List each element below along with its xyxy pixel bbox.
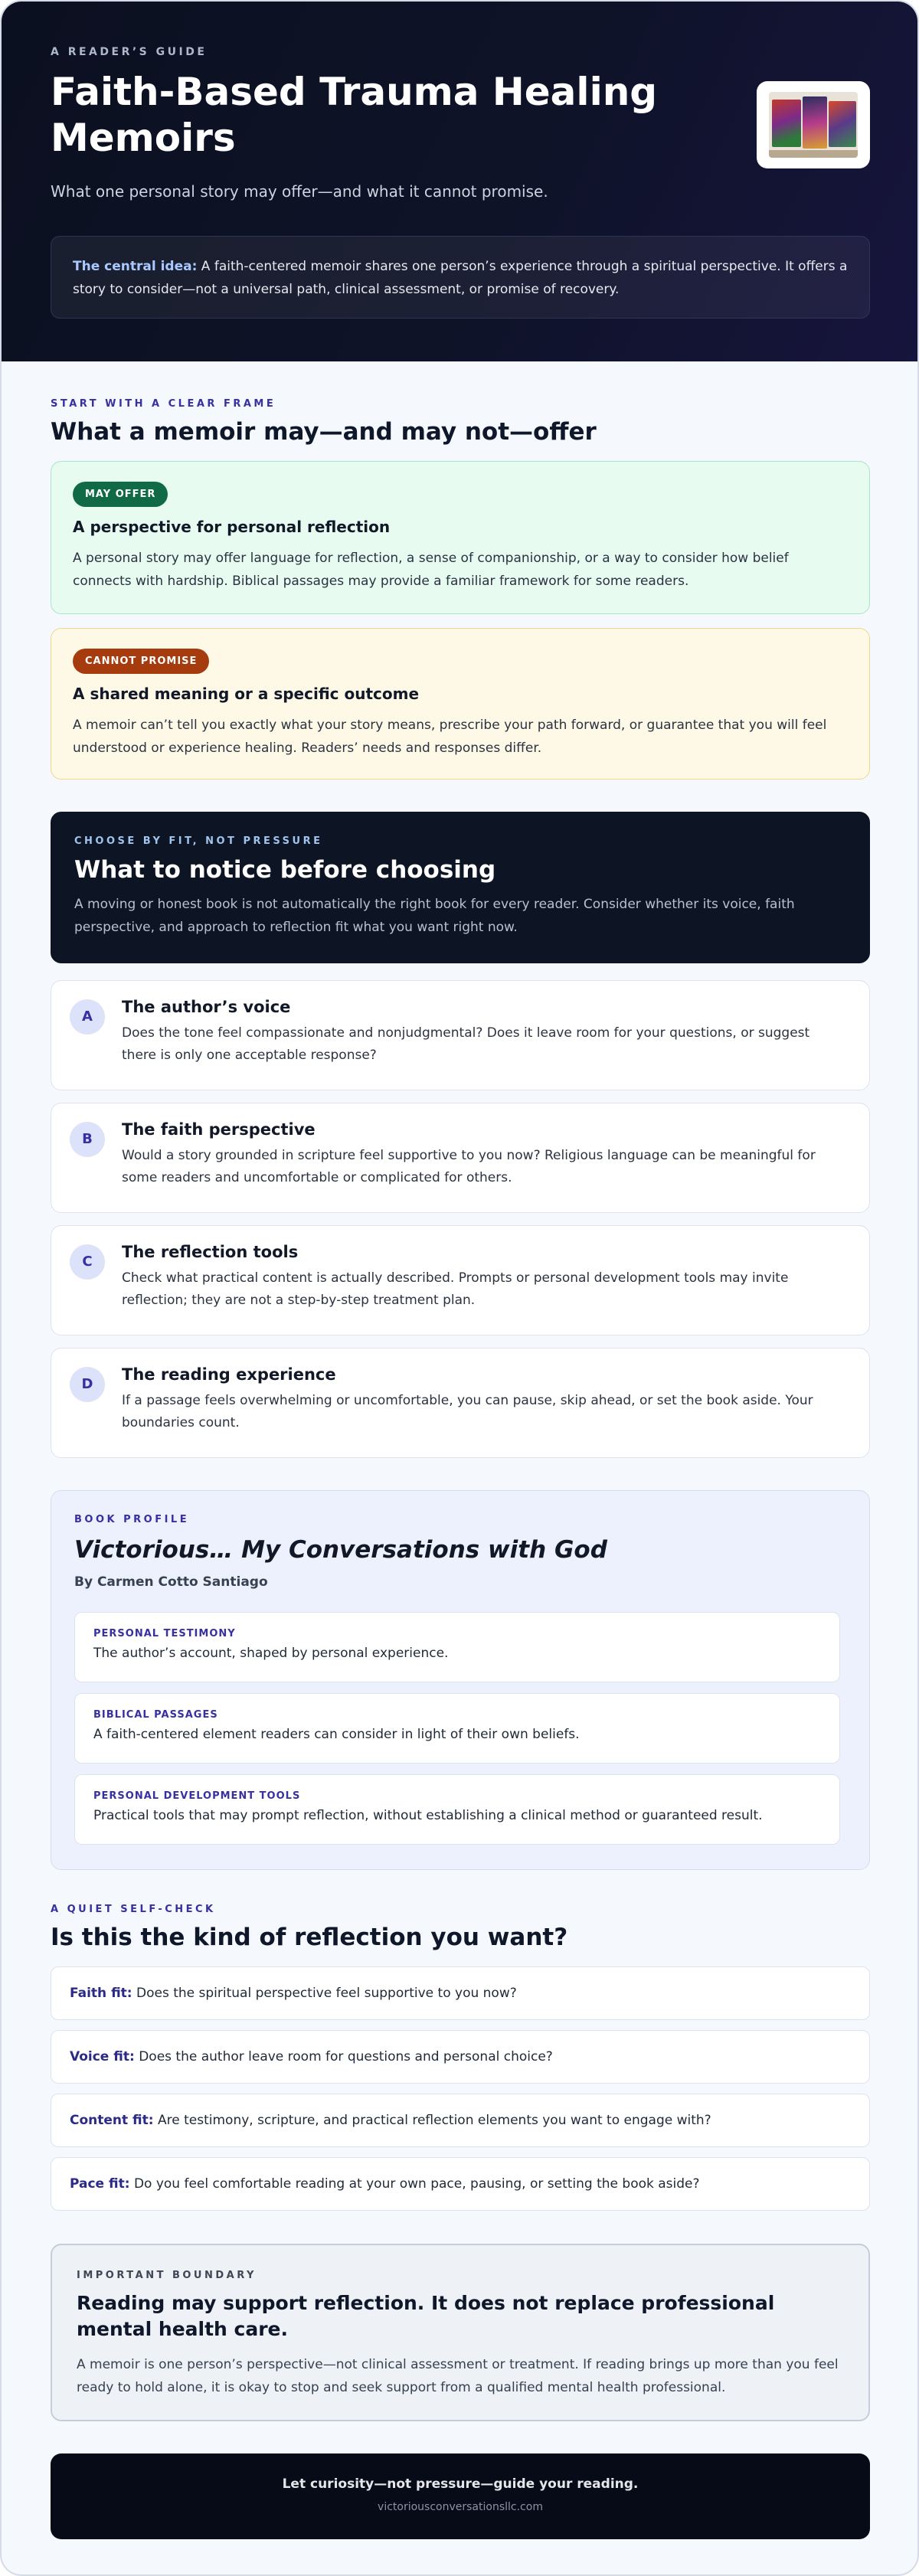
check-label: Voice fit:	[70, 2049, 135, 2064]
may-offer-badge: MAY OFFER	[73, 482, 168, 507]
profile-item-heading: PERSONAL TESTIMONY	[93, 1628, 236, 1639]
choose-item-reading-experience	[51, 1348, 870, 1458]
item-heading: The author’s voice	[122, 998, 291, 1016]
profile-item-heading: PERSONAL DEVELOPMENT TOOLS	[93, 1790, 301, 1802]
profile-item-text: The author’s account, shaped by personal experience.	[93, 1646, 449, 1661]
central-idea-label: The central idea:	[73, 259, 198, 274]
footer	[51, 2453, 870, 2539]
boundary-text: A memoir is one person’s perspective—not clinical assessment or treatment. If reading brings up more than you feel ready to hold alone, it is okay to stop and seek support from a qualified mental health professional.	[77, 2357, 839, 2395]
footer-url: victoriousconversationsllc.com	[378, 2501, 543, 2513]
profile-item-tools	[74, 1774, 840, 1845]
check-item-voice-fit	[51, 2030, 870, 2084]
boundary-title: Reading may support reflection. It does not replace professional mental health care.	[77, 2292, 775, 2340]
frame-eyebrow: START WITH A CLEAR FRAME	[51, 398, 276, 410]
check-text: Does the spiritual perspective feel supportive to you now?	[136, 1986, 517, 2001]
cannot-promise-heading: A shared meaning or a specific outcome	[73, 685, 420, 703]
item-heading: The reading experience	[122, 1365, 336, 1384]
hero-section	[2, 2, 917, 361]
hero-eyebrow: A READER’S GUIDE	[51, 46, 208, 58]
check-label: Pace fit:	[70, 2176, 130, 2192]
check-text: Does the author leave room for questions and personal choice?	[139, 2049, 553, 2064]
boundary-eyebrow: IMPORTANT BOUNDARY	[77, 2270, 257, 2281]
frame-title: What a memoir may—and may not—offer	[51, 418, 597, 446]
check-item-content-fit	[51, 2094, 870, 2147]
profile-item-testimony	[74, 1612, 840, 1682]
profile-eyebrow: BOOK PROFILE	[74, 1514, 190, 1525]
page-title: Faith-Based Trauma Healing Memoirs	[51, 70, 658, 160]
may-offer-text: A personal story may offer language for reflection, a sense of companionship, or a way to consider how belief connects with hardship. Biblical passages may provide a familiar framework for some readers.	[73, 551, 789, 589]
check-text: Do you feel comfortable reading at your own pace, pausing, or setting the book aside?	[133, 2176, 700, 2192]
may-offer-card	[51, 461, 870, 614]
may-offer-heading: A perspective for personal reflection	[73, 518, 391, 536]
footer-tagline: Let curiosity—not pressure—guide your reading.	[282, 2476, 639, 2492]
item-letter-badge: D	[70, 1367, 105, 1402]
choose-item-faith-perspective	[51, 1103, 870, 1213]
selfcheck-eyebrow: A QUIET SELF-CHECK	[51, 1904, 216, 1915]
book-profile-card	[51, 1490, 870, 1870]
check-item-faith-fit	[51, 1966, 870, 2020]
item-letter-badge: C	[70, 1244, 105, 1280]
profile-item-heading: BIBLICAL PASSAGES	[93, 1709, 218, 1721]
choose-item-reflection-tools	[51, 1225, 870, 1335]
cannot-promise-text: A memoir can’t tell you exactly what your story means, prescribe your path forward, or guarantee that you will feel understood or experience healing. Readers’ needs and responses differ.	[73, 718, 827, 756]
profile-item-text: A faith-centered element readers can consider in light of their own beliefs.	[93, 1727, 580, 1742]
check-label: Faith fit:	[70, 1986, 132, 2001]
item-text: Would a story grounded in scripture feel supportive to you now? Religious language can be meaningful for some readers and uncomfortable or complicated for others.	[122, 1148, 816, 1185]
profile-item-biblical	[74, 1693, 840, 1764]
book-cover-thumbnail	[757, 81, 870, 168]
book-author: By Carmen Cotto Santiago	[74, 1574, 268, 1590]
choose-title: What to notice before choosing	[74, 856, 496, 884]
choose-intro-card	[51, 812, 870, 963]
cannot-promise-card	[51, 628, 870, 780]
hero-subtitle: What one personal story may offer—and what it cannot promise.	[51, 182, 548, 201]
central-idea-box	[51, 236, 870, 319]
item-text: Does the tone feel compassionate and nonjudgmental? Does it leave room for your questions, or suggest there is only one acceptable response?	[122, 1025, 810, 1063]
important-boundary-card	[51, 2244, 870, 2421]
book-cover-image	[769, 92, 858, 158]
item-letter-badge: A	[70, 999, 105, 1035]
choose-text: A moving or honest book is not automatically the right book for every reader. Consider whether its voice, faith perspective, and approach to reflection fit what you want right now.	[74, 897, 795, 935]
item-letter-badge: B	[70, 1122, 105, 1157]
check-item-pace-fit	[51, 2157, 870, 2211]
cannot-promise-badge: CANNOT PROMISE	[73, 649, 209, 674]
item-text: If a passage feels overwhelming or uncomfortable, you can pause, skip ahead, or set the book aside. Your boundaries count.	[122, 1393, 813, 1430]
central-idea-text: A faith-centered memoir shares one person’s experience through a spiritual perspective. It offers a story to consider—not a universal path, clinical assessment, or promise of recovery.	[73, 259, 848, 297]
choose-eyebrow: CHOOSE BY FIT, NOT PRESSURE	[74, 835, 323, 847]
selfcheck-title: Is this the kind of reflection you want?	[51, 1924, 568, 1951]
item-heading: The faith perspective	[122, 1120, 316, 1139]
item-heading: The reflection tools	[122, 1243, 299, 1261]
book-title: Victorious… My Conversations with God	[74, 1536, 607, 1564]
item-text: Check what practical content is actually described. Prompts or personal development tools may invite reflection; they are not a step-by-step treatment plan.	[122, 1270, 789, 1308]
check-label: Content fit:	[70, 2113, 154, 2128]
profile-item-text: Practical tools that may prompt reflection, without establishing a clinical method or guaranteed result.	[93, 1808, 763, 1823]
choose-item-author-voice	[51, 980, 870, 1090]
check-text: Are testimony, scripture, and practical reflection elements you want to engage with?	[158, 2113, 711, 2128]
